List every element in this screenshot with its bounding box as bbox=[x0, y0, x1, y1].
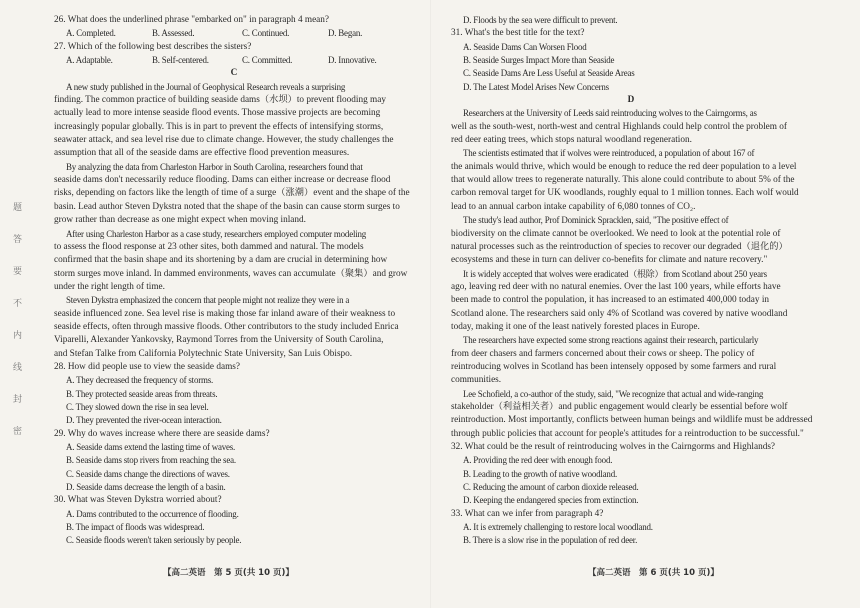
passage-c-line: After using Charleston Harbor as a case study, researchers employed computer modeling bbox=[66, 228, 367, 239]
passage-d-line: well as the south-west, north-west and central Highlands could help control the problem of bbox=[451, 121, 787, 132]
option: C. Seaside floods weren't taken seriously by people. bbox=[66, 535, 242, 546]
option: A. Seaside Dams Can Worsen Flood bbox=[463, 41, 587, 52]
passage-d-line: Researchers at the University of Leeds said reintroducing wolves to the Cairngorms, as bbox=[463, 108, 757, 119]
passage-d-line: carbon removal target for UK woodlands, roughly equal to 1 million tonnes. Each wolf would bbox=[451, 188, 799, 199]
binding-char: 密 bbox=[13, 427, 23, 437]
binding-char: 线 bbox=[13, 363, 23, 373]
passage-c-line: actually lead to more intense seaside flood events. Those massive projects are becoming bbox=[54, 108, 381, 119]
option: B. Seaside dams stop rivers from reaching the sea. bbox=[66, 455, 236, 466]
option: B. There is a slow rise in the population of red deer. bbox=[463, 535, 638, 546]
passage-c-line: seaside effects, often through massive floods. Other contributors to the study included Enrica bbox=[54, 321, 399, 332]
question-31: 31. What's the best title for the text? bbox=[451, 28, 585, 39]
passage-d-line: today, making it one of the least natively forested places in Europe. bbox=[451, 321, 700, 332]
passage-c-line: seawater attack, and sea level rise due to climate change. However, the study challenges the bbox=[54, 135, 394, 146]
option: B. The impact of floods was widespread. bbox=[66, 522, 205, 533]
right-page-footer: 【高二英语 第 6 页(共 10 页)】 bbox=[588, 568, 719, 578]
option: D. Seaside dams decrease the length of a basin. bbox=[66, 482, 226, 493]
passage-d-line: It is widely accepted that wolves were eradicated（根除）from Scotland about 250 years bbox=[463, 268, 767, 279]
passage-d-line: Scotland alone. The researchers said only 4% of Scotland was covered by native woodland bbox=[451, 308, 788, 319]
page-fold bbox=[430, 0, 431, 608]
binding-char: 内 bbox=[13, 331, 23, 341]
binding-char: 封 bbox=[13, 395, 23, 405]
binding-char: 不 bbox=[13, 299, 23, 309]
left-page-footer: 【高二英语 第 5 页(共 10 页)】 bbox=[163, 568, 294, 578]
binding-margin bbox=[0, 0, 40, 608]
option: D. Innovative. bbox=[328, 55, 377, 66]
passage-d-line: from deer chasers and farmers concerned about their cows or sheep. The policy of bbox=[451, 348, 755, 359]
passage-c-line: storm surges move inland. In dammed environments, waves can accumulate（聚集）and grow bbox=[54, 268, 408, 279]
passage-c-line: assumption that all of the seaside dams are effective flood prevention measures. bbox=[54, 148, 350, 159]
question-32: 32. What could be the result of reintroducing wolves in the Cairngorms and Highlands? bbox=[451, 442, 776, 452]
binding-char: 题 bbox=[13, 203, 23, 213]
passage-c-line: increasingly popular globally. This is in part to prevent the effects of intensifying storms, bbox=[54, 121, 384, 132]
option: C. Seaside Dams Are Less Useful at Seaside Areas bbox=[463, 68, 635, 79]
option: A. They decreased the frequency of storms. bbox=[66, 375, 214, 386]
passage-c-line: risks, depending on factors like the length of time of a surge（涨潮）event and the shape of the bbox=[54, 188, 410, 199]
question-30: 30. What was Steven Dykstra worried about? bbox=[54, 495, 222, 506]
passage-c-line: seaside influenced zone. Sea level rise is making those far inland aware of their weakness to bbox=[54, 308, 396, 319]
passage-d-line: communities. bbox=[451, 375, 502, 386]
passage-d-line: lead to an annual carbon intake capability of 6,080 tonnes of CO₂. bbox=[451, 201, 696, 212]
passage-c-line: A new study published in the Journal of Geophysical Research reveals a surprising bbox=[66, 81, 346, 92]
question-29: 29. Why do waves increase where there are seaside dams? bbox=[54, 428, 270, 439]
option: A. Dams contributed to the occurrence of flooding. bbox=[66, 508, 239, 519]
option: C. Continued. bbox=[242, 28, 290, 39]
passage-d-line: that would allow trees to regenerate naturally. This alone could contribute to about 5% of the bbox=[451, 175, 795, 186]
option: B. Self-centered. bbox=[152, 55, 209, 66]
passage-c-line: Viparelli, Alexander Yankovsky, Raymond Torres from the University of South Carolina, bbox=[54, 335, 384, 346]
left-page-column bbox=[54, 14, 414, 548]
option: B. Seaside Surges Impact More than Seaside bbox=[463, 55, 615, 66]
passage-c-line: grow rather than decrease as one might expect when moving inland. bbox=[54, 215, 306, 226]
passage-c-line: confirmed that the basin shape and its shortening by a dam are crucial in determining how bbox=[54, 255, 388, 266]
passage-c-line: Steven Dykstra emphasized the concern that people might not realize they were in a bbox=[66, 295, 350, 306]
option: D. The Latest Model Arises New Concerns bbox=[463, 81, 609, 92]
option: D. They prevented the river-ocean interaction. bbox=[66, 415, 222, 426]
question-27: 27. Which of the following best describes the sisters? bbox=[54, 41, 252, 52]
passage-d-line: The study's lead author, Prof Dominick Spracklen, said, "The positive effect of bbox=[463, 215, 729, 226]
question-28: 28. How did people use to view the seaside dams? bbox=[54, 361, 240, 372]
passage-d-line: the animals would thrive, which would be enough to reduce the red deer population to a level bbox=[451, 161, 797, 172]
right-page-column bbox=[451, 14, 811, 548]
passage-c-line: under the right length of time. bbox=[54, 281, 165, 292]
passage-d-line: The scientists estimated that if wolves were reintroduced, a population of about 167 of bbox=[463, 148, 755, 159]
passage-c-line: finding. The common practice of building seaside dams（水坝）to prevent flooding may bbox=[54, 95, 386, 106]
option: A. Providing the red deer with enough food. bbox=[463, 455, 613, 466]
option: A. Completed. bbox=[66, 28, 116, 39]
option: B. Leading to the growth of native woodland. bbox=[463, 468, 617, 479]
option: C. They slowed down the rise in sea level. bbox=[66, 401, 209, 412]
passage-d-line: natural processes such as the reintroduction of species to recover our degraded（退化的） bbox=[451, 241, 788, 252]
option: A. Adaptable. bbox=[66, 55, 113, 66]
option: A. Seaside dams extend the lasting time of waves. bbox=[66, 442, 236, 452]
section-label-c: C bbox=[230, 68, 238, 79]
question-26: 26. What does the underlined phrase "embarked on" in paragraph 4 mean? bbox=[54, 15, 330, 25]
binding-char: 答 bbox=[13, 235, 23, 245]
passage-d-line: red deer eating trees, which stops natural woodland regeneration. bbox=[451, 135, 692, 146]
passage-d-line: biodiversity on the climate cannot be overlooked. We need to look at the potential role of bbox=[451, 228, 781, 239]
question-27-options bbox=[54, 54, 414, 67]
passage-d-line: ecosystems and these in turn can deliver co-benefits for climate and nature recovery." bbox=[451, 255, 768, 266]
passage-c-line: to assess the flood response at 23 other sites, both dammed and natural. The models bbox=[54, 241, 364, 252]
passage-c-line: basin. Lead author Steven Dykstra noted that the shape of the basin can cause storm surges to bbox=[54, 201, 400, 212]
option: A. It is extremely challenging to restore local woodland. bbox=[463, 522, 653, 533]
passage-d-line: stakeholder（利益相关者）and public engagement would clearly be essential before wolf bbox=[451, 401, 788, 412]
option: D. Keeping the endangered species from extinction. bbox=[463, 495, 639, 506]
passage-d-line: through public policies that account for people's attitudes for a reintroduction to be successful." bbox=[451, 428, 804, 439]
passage-d-line: The researchers have expected some strong reactions against their research, particularly bbox=[463, 335, 759, 346]
section-label-d: D bbox=[627, 95, 635, 106]
option: C. Reducing the amount of carbon dioxide released. bbox=[463, 482, 639, 493]
question-33: 33. What can we infer from paragraph 4? bbox=[451, 508, 604, 519]
question-26-options bbox=[54, 27, 414, 40]
option: C. Committed. bbox=[242, 55, 293, 66]
passage-d-line: reintroducing wolves in Scotland has been intensely opposed by some farmers and rural bbox=[451, 361, 777, 372]
passage-d-line: Lee Schofield, a co-author of the study, said, "We recognize that actual and wide-ranging bbox=[463, 388, 764, 399]
option: D. Began. bbox=[328, 28, 363, 39]
passage-d-line: been made to control the population, it has increased to an estimated 400,000 today in bbox=[451, 295, 770, 306]
passage-c-line: By analyzing the data from Charleston Harbor in South Carolina, researchers found that bbox=[66, 161, 363, 172]
binding-char: 要 bbox=[13, 267, 23, 277]
option: C. Seaside dams change the directions of waves. bbox=[66, 468, 230, 479]
passage-c-line: and Stefan Talke from California Polytechnic State University, San Luis Obispo. bbox=[54, 348, 353, 359]
passage-d-line: ago, leaving red deer with no natural enemies. Over the last 100 years, while efforts have bbox=[451, 281, 781, 292]
option: B. Assessed. bbox=[152, 28, 195, 39]
passage-d-line: reintroduction. Most importantly, conflicts between human beings and wildlife must be addressed bbox=[451, 415, 813, 426]
option: D. Floods by the sea were difficult to prevent. bbox=[463, 15, 618, 25]
option: B. They protected seaside areas from threats. bbox=[66, 388, 218, 399]
passage-c-line: seaside dams don't necessarily reduce flooding. Dams can either increase or decrease flood bbox=[54, 175, 391, 186]
